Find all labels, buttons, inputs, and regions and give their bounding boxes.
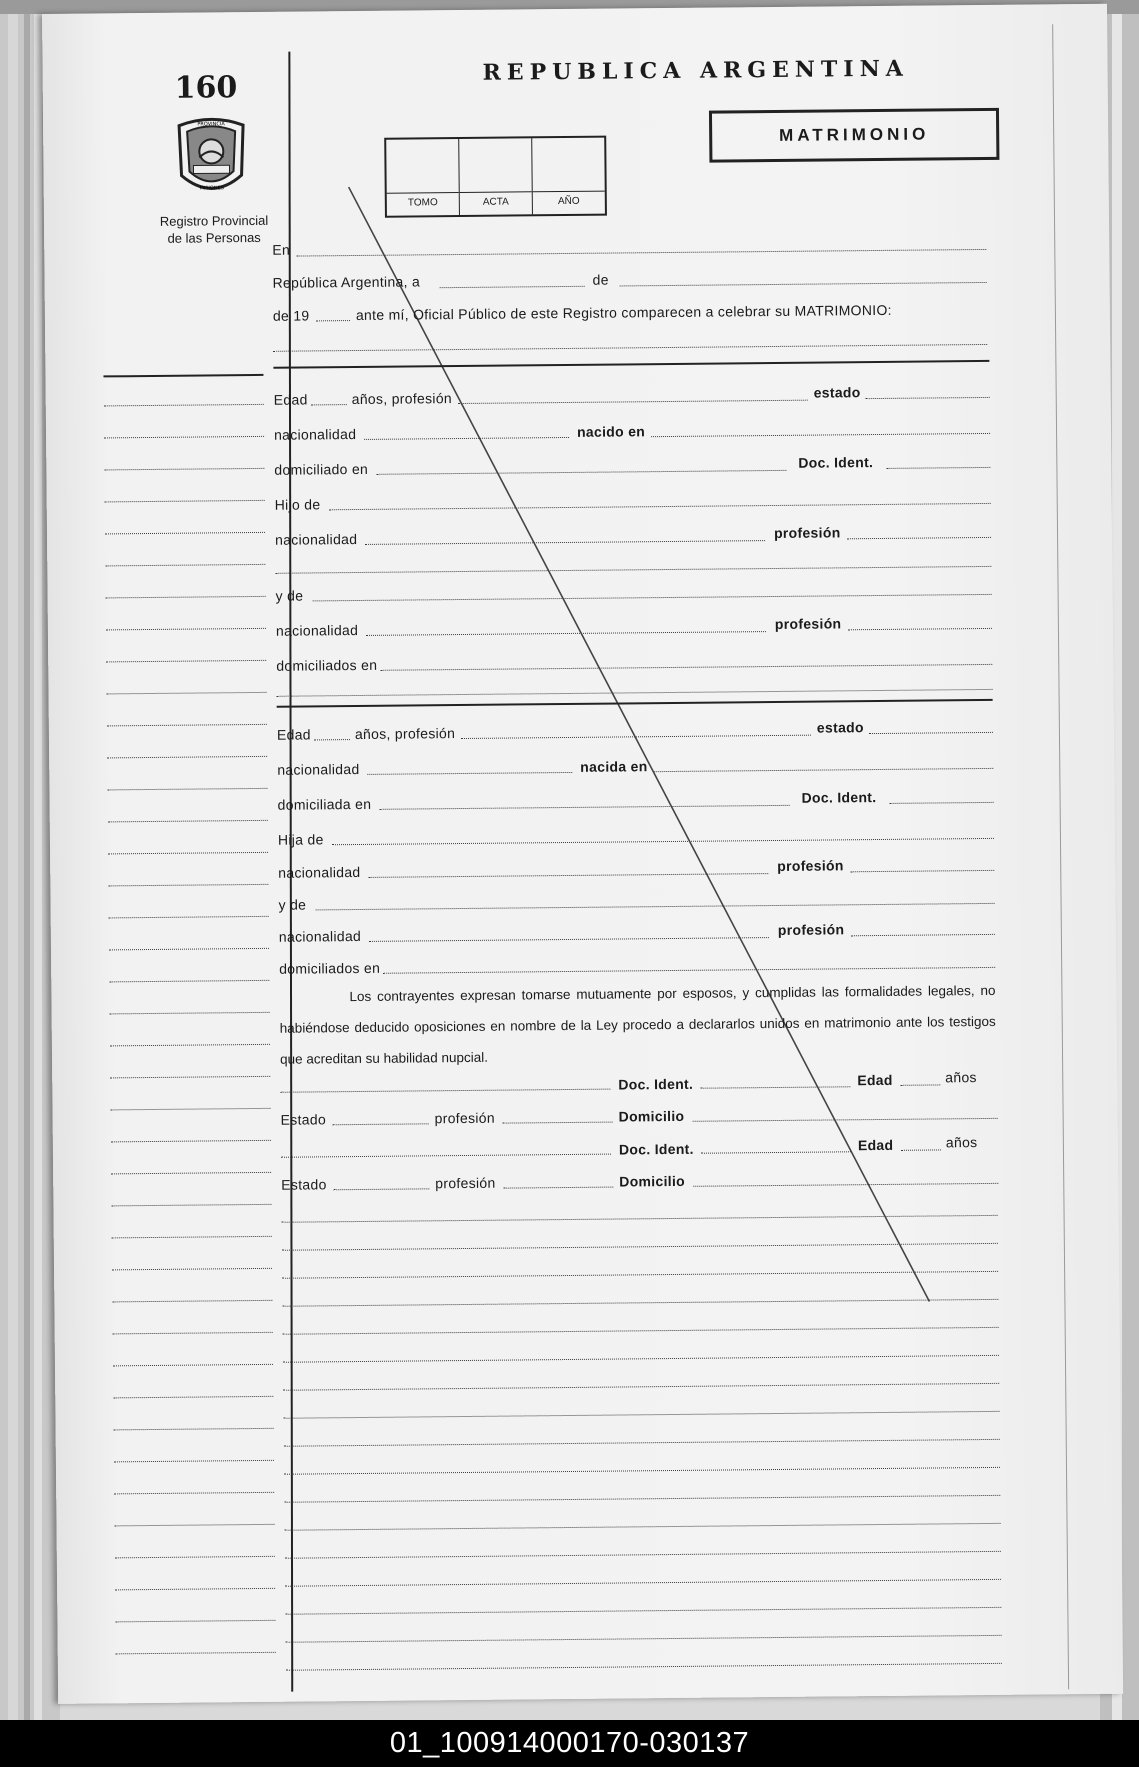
tomo-cell[interactable] (386, 139, 459, 193)
registry-line-2: de las Personas (167, 229, 261, 246)
acta-column (458, 138, 532, 215)
witness-1-profesion-label: profesión (434, 1109, 495, 1127)
bride-father-profesion-label: profesión (777, 857, 844, 874)
groom-father-nacionalidad-label: nacionalidad (274, 530, 358, 548)
groom-mother-nacionalidad-label: nacionalidad (275, 621, 359, 639)
month-de-label: de (592, 271, 609, 288)
bride-domiciliada-label: domiciliada en (277, 795, 372, 813)
bride-doc-label: Doc. Ident. (801, 789, 877, 806)
declaration-paragraph (279, 975, 996, 1075)
groom-anos-profesion-label: años, profesión (351, 390, 453, 408)
bride-nacionalidad-label: nacionalidad (277, 760, 360, 778)
groom-edad-label: Edad (273, 391, 308, 408)
groom-doc-label: Doc. Ident. (798, 454, 874, 471)
bride-domiciliados-label: domiciliados en (279, 959, 381, 977)
ano-column (531, 138, 605, 215)
declaration-text: Los contrayentes expresan tomarse mutuamente por esposos, y cumplidas las formalidades legales, no habiéndose deducido oposiciones en nombre de la Ley procedo a declararlos unidos en matrimonio ante los testigos que acreditan su habilidad nupcial. (279, 982, 996, 1067)
groom-nacionalidad-label: nacionalidad (273, 426, 357, 443)
groom-y-de-label: y de (275, 587, 304, 604)
witness-2-estado-label: Estado (281, 1176, 327, 1193)
bride-y-de-label: y de (278, 896, 307, 913)
witness-1-anos-label: años (945, 1069, 977, 1086)
republica-label: República Argentina, a (272, 273, 421, 291)
seal-text-bottom: MISIONES (199, 185, 224, 192)
register-table (384, 136, 607, 218)
form-type-box (709, 108, 999, 163)
witness-2-edad-label: Edad (857, 1136, 894, 1154)
bride-mother-nacionalidad-label: nacionalidad (278, 927, 362, 945)
bride-nacida-label: nacida en (580, 758, 648, 775)
groom-domiciliado-label: domiciliado en (274, 460, 369, 478)
form-page (42, 4, 1123, 1704)
witness-1-edad-label: Edad (857, 1071, 893, 1089)
ano-cell[interactable] (532, 138, 605, 192)
groom-nacido-label: nacido en (576, 423, 646, 440)
tomo-column (386, 139, 459, 216)
ante-label: ante mí, Oficial Público de este Registro comparecen a celebrar su MATRIMONIO: (355, 301, 892, 324)
witness-1-estado-label: Estado (280, 1111, 327, 1128)
year-label: de 19 (272, 307, 310, 324)
bride-mother-profesion-label: profesión (777, 921, 845, 938)
form-type-label: MATRIMONIO (779, 124, 930, 145)
groom-estado-label: estado (813, 384, 861, 401)
ano-label: AÑO (533, 191, 605, 215)
groom-hijo-label: Hijo de (274, 496, 321, 513)
witness-2-anos-label: años (945, 1134, 978, 1151)
tomo-label: TOMO (387, 192, 459, 216)
bride-estado-label: estado (816, 719, 864, 736)
seal-text-top: PROVINCIA (197, 121, 225, 128)
acta-cell[interactable] (459, 138, 532, 192)
cancellation-diagonal-line (42, 4, 1123, 1704)
bride-anos-profesion-label: años, profesión (354, 725, 456, 743)
acta-label: ACTA (460, 191, 532, 215)
bride-hija-label: Hija de (277, 831, 324, 848)
provincial-seal-icon (173, 115, 250, 202)
witness-1-domicilio-label: Domicilio (618, 1107, 685, 1125)
groom-mother-profesion-label: profesión (774, 615, 842, 632)
image-id-bar (0, 1720, 1139, 1767)
groom-father-profesion-label: profesión (773, 524, 841, 541)
witness-1-doc-label: Doc. Ident. (618, 1075, 694, 1093)
witness-2-domicilio-label: Domicilio (619, 1172, 686, 1190)
groom-domiciliados-label: domiciliados en (276, 656, 378, 674)
en-label: En (272, 241, 291, 258)
witness-2-profesion-label: profesión (435, 1174, 496, 1192)
country-title: REPUBLICA ARGENTINA (482, 55, 909, 86)
page-number: 160 (174, 70, 238, 106)
registry-line-1: Registro Provincial (159, 212, 269, 229)
witness-2-doc-label: Doc. Ident. (618, 1140, 694, 1158)
bride-edad-label: Edad (276, 726, 311, 743)
bride-father-nacionalidad-label: nacionalidad (278, 863, 361, 881)
image-id-text: 01_100914000170-030137 (389, 1727, 750, 1759)
